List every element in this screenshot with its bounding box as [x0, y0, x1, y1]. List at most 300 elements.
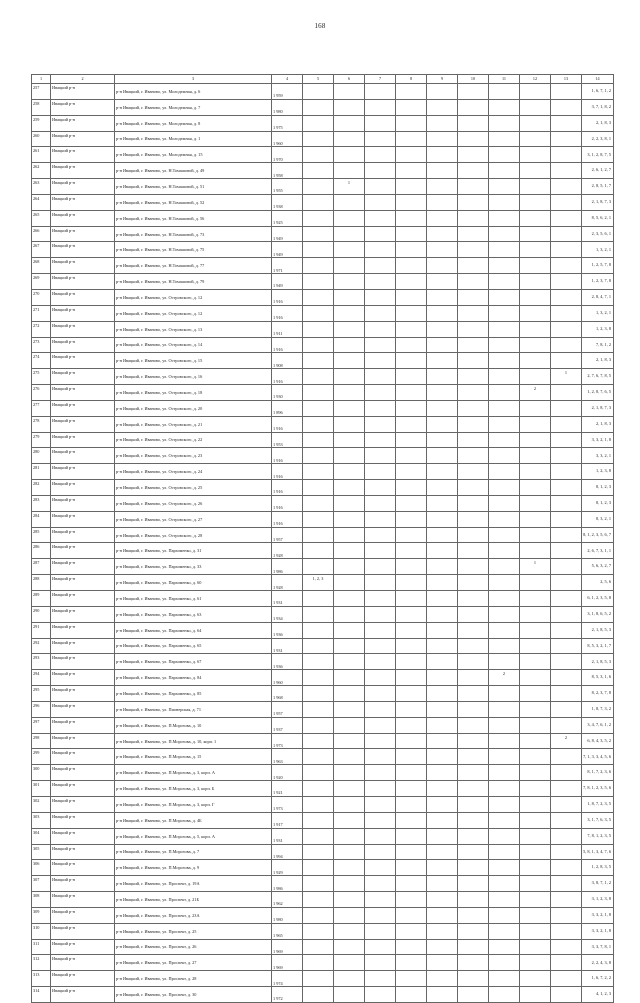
col7-cell [365, 686, 396, 702]
col7-cell [365, 591, 396, 607]
col11-cell [489, 210, 520, 226]
codes-cell: 1, 3, 2, 1 [582, 242, 614, 258]
address-cell: р-н Ивацкий, г. Иваново, ул. Проспект, д. 28 [115, 971, 272, 987]
codes-cell: 5, 6, 3, 2, 7 [582, 559, 614, 575]
col6-cell [334, 575, 365, 591]
codes-cell: 8, 5, 3, 1, 6 [582, 670, 614, 686]
codes-cell: 1, 2, 8, 7, 6, 5 [582, 385, 614, 401]
col10-cell [458, 369, 489, 385]
address-cell: р-н Ивацкий, г. Иваново, ул. Проспект, д. 25 [115, 923, 272, 939]
col8-cell [396, 939, 427, 955]
codes-cell: 2, 1, 8, 7, 3 [582, 400, 614, 416]
col7-cell [365, 622, 396, 638]
row-number: 270 [32, 289, 51, 305]
row-number: 310 [32, 923, 51, 939]
col12-cell [520, 495, 551, 511]
year-cell: 1 972 [272, 987, 303, 1003]
col10-cell [458, 321, 489, 337]
col8-cell [396, 749, 427, 765]
row-number: 269 [32, 274, 51, 290]
address-cell: р-н Ивацкий, г. Иваново, ул. Проспект, д. 21Б [115, 892, 272, 908]
address-cell: р-н Ивацкий, г. Иваново, ул. П.Морозова, д. 3, корп. Г [115, 796, 272, 812]
codes-cell: 1, 6, 7, 1, 2 [582, 84, 614, 100]
col7-cell [365, 495, 396, 511]
col9-cell [427, 464, 458, 480]
col5-cell [303, 749, 334, 765]
col10-cell [458, 258, 489, 274]
col5-cell [303, 385, 334, 401]
col6-cell [334, 400, 365, 416]
col13-cell [551, 337, 582, 353]
row-number: 291 [32, 622, 51, 638]
col13-cell [551, 638, 582, 654]
row-number: 286 [32, 543, 51, 559]
col12-cell [520, 369, 551, 385]
col12-cell [520, 464, 551, 480]
row-number: 259 [32, 115, 51, 131]
district-cell: Ивацкий р-н [51, 907, 115, 923]
col13-cell [551, 812, 582, 828]
table-row [32, 464, 614, 480]
address-cell: р-н Ивацкий, г. Иваново, ул. Проспект, д. 26 [115, 939, 272, 955]
year-cell: 1 969 [272, 939, 303, 955]
col9-cell [427, 115, 458, 131]
registry-table [31, 74, 614, 1003]
col11-cell [489, 622, 520, 638]
col11-cell [489, 369, 520, 385]
col12-cell [520, 321, 551, 337]
row-number: 278 [32, 416, 51, 432]
col12-cell [520, 210, 551, 226]
year-cell: 1 953 [272, 432, 303, 448]
col11-cell [489, 226, 520, 242]
year-cell: 1 928 [272, 575, 303, 591]
row-number: 288 [32, 575, 51, 591]
col7-cell [365, 527, 396, 543]
col11-cell [489, 511, 520, 527]
table-row [32, 955, 614, 971]
district-cell: Ивацкий р-н [51, 337, 115, 353]
col5-cell: 1, 2, 3 [303, 575, 334, 591]
col10-cell [458, 226, 489, 242]
col11-cell [489, 400, 520, 416]
address-cell: р-н Ивацкий, г. Иваново, ул. Молодежная, д. 6 [115, 84, 272, 100]
col7-cell [365, 432, 396, 448]
col13-cell [551, 258, 582, 274]
col12-cell [520, 448, 551, 464]
year-cell: 1 969 [272, 955, 303, 971]
district-cell: Ивацкий р-н [51, 796, 115, 812]
col13-cell [551, 559, 582, 575]
col11-cell [489, 274, 520, 290]
col8-cell [396, 305, 427, 321]
col13-cell [551, 115, 582, 131]
codes-cell: 6, 8, 4, 3, 5, 2 [582, 733, 614, 749]
row-number: 307 [32, 876, 51, 892]
col8-cell [396, 416, 427, 432]
col10-cell [458, 749, 489, 765]
col13-cell [551, 971, 582, 987]
table-row [32, 923, 614, 939]
table-row [32, 717, 614, 733]
codes-cell: 3, 7, 1, 8, 2 [582, 99, 614, 115]
col7-cell [365, 559, 396, 575]
col8-cell [396, 511, 427, 527]
row-number: 261 [32, 147, 51, 163]
table-row [32, 828, 614, 844]
col5-cell [303, 939, 334, 955]
codes-cell: 8, 5, 3, 2, 1, 7 [582, 638, 614, 654]
col6-cell [334, 907, 365, 923]
table-row [32, 337, 614, 353]
table-row [32, 305, 614, 321]
col8-cell [396, 99, 427, 115]
col9-cell [427, 575, 458, 591]
district-cell: Ивацкий р-н [51, 385, 115, 401]
year-cell: 1 938 [272, 194, 303, 210]
col9-cell [427, 907, 458, 923]
address-cell: р-н Ивацкий, г. Иваново, ул. Пархоменко, д. 31 [115, 543, 272, 559]
col11-cell [489, 575, 520, 591]
address-cell: р-н Ивацкий, г. Иваново, ул. Проспект, д. 30 [115, 987, 272, 1003]
col7-cell [365, 828, 396, 844]
col11-cell [489, 844, 520, 860]
col8-cell [396, 115, 427, 131]
col9-cell [427, 163, 458, 179]
col9-cell [427, 781, 458, 797]
col11-cell [489, 353, 520, 369]
col8-cell [396, 638, 427, 654]
row-number: 313 [32, 971, 51, 987]
address-cell: р-н Ивацкий, г. Иваново, ул. Проспект, д. 23А [115, 907, 272, 923]
year-cell: 1 931 [272, 638, 303, 654]
year-cell: 1 916 [272, 448, 303, 464]
district-cell: Ивацкий р-н [51, 448, 115, 464]
address-cell: р-н Ивацкий, г. Иваново, ул. П.Морозова, д. 15 [115, 749, 272, 765]
col8-cell [396, 432, 427, 448]
table-row [32, 575, 614, 591]
col10-cell [458, 448, 489, 464]
table-row [32, 495, 614, 511]
col11-cell [489, 955, 520, 971]
col11-cell: 2 [489, 670, 520, 686]
header-row [32, 75, 614, 84]
col13-cell [551, 99, 582, 115]
address-cell: р-н Ивацкий, г. Иваново, ул. П.Морозова, д. 3, корп. А [115, 765, 272, 781]
year-cell: 1 916 [272, 511, 303, 527]
codes-cell: 3, 3, 2, 1, 8 [582, 907, 614, 923]
year-cell: 1 916 [272, 305, 303, 321]
col7-cell [365, 749, 396, 765]
col5-cell [303, 495, 334, 511]
year-cell: 1 970 [272, 147, 303, 163]
col12-cell [520, 749, 551, 765]
district-cell: Ивацкий р-н [51, 353, 115, 369]
col11-cell [489, 654, 520, 670]
district-cell: Ивацкий р-н [51, 987, 115, 1003]
year-cell: 1 949 [272, 274, 303, 290]
codes-cell: 8, 5, 6, 2, 1 [582, 210, 614, 226]
col10-cell [458, 194, 489, 210]
col7-cell [365, 131, 396, 147]
col13-cell [551, 860, 582, 876]
col11-cell [489, 432, 520, 448]
col7-cell [365, 305, 396, 321]
col5-cell [303, 876, 334, 892]
col13-cell [551, 305, 582, 321]
year-cell: 1 958 [272, 163, 303, 179]
col8-cell [396, 860, 427, 876]
col12-cell [520, 575, 551, 591]
col12-cell [520, 876, 551, 892]
codes-cell: 3, 1, 2, 3, 8 [582, 892, 614, 908]
row-number: 301 [32, 781, 51, 797]
column-header-12: 12 [520, 75, 551, 84]
district-cell: Ивацкий р-н [51, 575, 115, 591]
address-cell: р-н Ивацкий, г. Иваново, ул. Молодежная, д. 7 [115, 99, 272, 115]
col12-cell [520, 987, 551, 1003]
district-cell: Ивацкий р-н [51, 321, 115, 337]
col8-cell [396, 289, 427, 305]
year-cell: 1 980 [272, 99, 303, 115]
col11-cell [489, 876, 520, 892]
col12-cell [520, 400, 551, 416]
col6-cell [334, 860, 365, 876]
district-cell: Ивацкий р-н [51, 131, 115, 147]
year-cell: 1 957 [272, 701, 303, 717]
col7-cell [365, 796, 396, 812]
row-number: 300 [32, 765, 51, 781]
address-cell: р-н Ивацкий, г. Иваново, ул. Молодежная, д. 15 [115, 147, 272, 163]
col6-cell [334, 305, 365, 321]
district-cell: Ивацкий р-н [51, 606, 115, 622]
col8-cell [396, 686, 427, 702]
column-header-13: 13 [551, 75, 582, 84]
col10-cell [458, 844, 489, 860]
address-cell: р-н Ивацкий, г. Иваново, ул. Пархоменко, д. 67 [115, 654, 272, 670]
table-row [32, 591, 614, 607]
col10-cell [458, 591, 489, 607]
col13-cell [551, 796, 582, 812]
col6-cell [334, 337, 365, 353]
col9-cell [427, 844, 458, 860]
col6-cell [334, 844, 365, 860]
col10-cell [458, 543, 489, 559]
col6-cell [334, 876, 365, 892]
year-cell: 1 931 [272, 828, 303, 844]
col9-cell [427, 289, 458, 305]
col8-cell [396, 828, 427, 844]
district-cell: Ивацкий р-н [51, 717, 115, 733]
district-cell: Ивацкий р-н [51, 939, 115, 955]
col11-cell [489, 923, 520, 939]
address-cell: р-н Ивацкий, г. Иваново, ул. Островского, д. 15 [115, 353, 272, 369]
codes-cell: 3, 3, 7, 8, 1 [582, 939, 614, 955]
col5-cell [303, 781, 334, 797]
col13-cell [551, 353, 582, 369]
col8-cell [396, 971, 427, 987]
col6-cell [334, 416, 365, 432]
col11-cell [489, 385, 520, 401]
col9-cell [427, 194, 458, 210]
col12-cell [520, 686, 551, 702]
year-cell: 1 917 [272, 812, 303, 828]
col6-cell [334, 527, 365, 543]
col13-cell [551, 828, 582, 844]
codes-cell: 7, 8, 1, 2 [582, 337, 614, 353]
year-cell: 1 916 [272, 337, 303, 353]
col7-cell [365, 575, 396, 591]
row-number: 309 [32, 907, 51, 923]
codes-cell: 7, 1, 3, 3, 4, 5, 6 [582, 749, 614, 765]
address-cell: р-н Ивацкий, г. Иваново, ул. Островского, д. 24 [115, 464, 272, 480]
col8-cell [396, 955, 427, 971]
codes-cell: 8, 1, 2, 3 [582, 495, 614, 511]
district-cell: Ивацкий р-н [51, 876, 115, 892]
table-row [32, 749, 614, 765]
table-row [32, 686, 614, 702]
col13-cell [551, 717, 582, 733]
row-number: 280 [32, 448, 51, 464]
col10-cell [458, 163, 489, 179]
codes-cell: 2, 8, 5, 1, 7 [582, 179, 614, 195]
district-cell: Ивацкий р-н [51, 258, 115, 274]
col10-cell [458, 511, 489, 527]
col6-cell [334, 163, 365, 179]
col7-cell [365, 923, 396, 939]
col12-cell [520, 274, 551, 290]
col12-cell [520, 955, 551, 971]
col11-cell [489, 448, 520, 464]
district-cell: Ивацкий р-н [51, 84, 115, 100]
col10-cell [458, 987, 489, 1003]
col10-cell [458, 622, 489, 638]
column-header-9: 9 [427, 75, 458, 84]
table-row [32, 385, 614, 401]
col8-cell [396, 385, 427, 401]
col11-cell [489, 321, 520, 337]
col5-cell [303, 844, 334, 860]
row-number: 268 [32, 258, 51, 274]
column-header-4: 4 [272, 75, 303, 84]
col7-cell [365, 353, 396, 369]
col10-cell [458, 939, 489, 955]
col8-cell [396, 464, 427, 480]
row-number: 312 [32, 955, 51, 971]
col7-cell [365, 717, 396, 733]
col11-cell [489, 543, 520, 559]
col9-cell [427, 84, 458, 100]
col13-cell [551, 575, 582, 591]
col5-cell [303, 448, 334, 464]
col8-cell [396, 907, 427, 923]
col5-cell [303, 638, 334, 654]
col10-cell [458, 99, 489, 115]
col7-cell [365, 606, 396, 622]
address-cell: р-н Ивацкий, г. Иваново, ул. Пархоменко, д. 61 [115, 591, 272, 607]
codes-cell: 6, 1, 2, 3, 5, 8 [582, 591, 614, 607]
col10-cell [458, 876, 489, 892]
col8-cell [396, 923, 427, 939]
year-cell: 1 980 [272, 907, 303, 923]
col7-cell [365, 242, 396, 258]
col12-cell [520, 765, 551, 781]
col10-cell [458, 385, 489, 401]
year-cell: 1 920 [272, 765, 303, 781]
district-cell: Ивацкий р-н [51, 622, 115, 638]
table-row [32, 163, 614, 179]
col7-cell [365, 99, 396, 115]
year-cell: 1 916 [272, 416, 303, 432]
col13-cell [551, 321, 582, 337]
table-row [32, 131, 614, 147]
col11-cell [489, 591, 520, 607]
district-cell: Ивацкий р-н [51, 274, 115, 290]
col12-cell [520, 844, 551, 860]
col9-cell [427, 400, 458, 416]
row-number: 265 [32, 210, 51, 226]
row-number: 285 [32, 527, 51, 543]
col11-cell [489, 305, 520, 321]
column-header-8: 8 [396, 75, 427, 84]
col10-cell [458, 575, 489, 591]
col10-cell [458, 638, 489, 654]
col11-cell [489, 337, 520, 353]
col5-cell [303, 955, 334, 971]
col12-cell [520, 670, 551, 686]
col11-cell [489, 480, 520, 496]
col10-cell [458, 606, 489, 622]
col10-cell [458, 559, 489, 575]
col6-cell [334, 955, 365, 971]
col11-cell [489, 796, 520, 812]
district-cell: Ивацкий р-н [51, 99, 115, 115]
col5-cell [303, 670, 334, 686]
col5-cell [303, 274, 334, 290]
col6-cell [334, 464, 365, 480]
col9-cell [427, 480, 458, 496]
col9-cell [427, 274, 458, 290]
col6-cell [334, 84, 365, 100]
col10-cell [458, 242, 489, 258]
address-cell: р-н Ивацкий, г. Иваново, ул. Пархоменко, д. 33 [115, 559, 272, 575]
address-cell: р-н Ивацкий, г. Иваново, ул. Островского, д. 28 [115, 527, 272, 543]
address-cell: р-н Ивацкий, г. Иваново, ул. Н.Томашовой, д. 75 [115, 242, 272, 258]
col7-cell [365, 860, 396, 876]
col9-cell [427, 559, 458, 575]
col5-cell [303, 559, 334, 575]
address-cell: р-н Ивацкий, г. Иваново, ул. Островского, д. 16 [115, 369, 272, 385]
col9-cell [427, 670, 458, 686]
col6-cell: 1 [334, 179, 365, 195]
year-cell: 1 949 [272, 242, 303, 258]
district-cell: Ивацкий р-н [51, 511, 115, 527]
district-cell: Ивацкий р-н [51, 480, 115, 496]
district-cell: Ивацкий р-н [51, 765, 115, 781]
col5-cell [303, 84, 334, 100]
col5-cell [303, 701, 334, 717]
col5-cell [303, 258, 334, 274]
col11-cell [489, 559, 520, 575]
col10-cell [458, 464, 489, 480]
year-cell: 1 960 [272, 670, 303, 686]
table-row [32, 876, 614, 892]
col9-cell [427, 543, 458, 559]
row-number: 260 [32, 131, 51, 147]
col13-cell [551, 987, 582, 1003]
row-number: 297 [32, 717, 51, 733]
year-cell: 1 936 [272, 622, 303, 638]
